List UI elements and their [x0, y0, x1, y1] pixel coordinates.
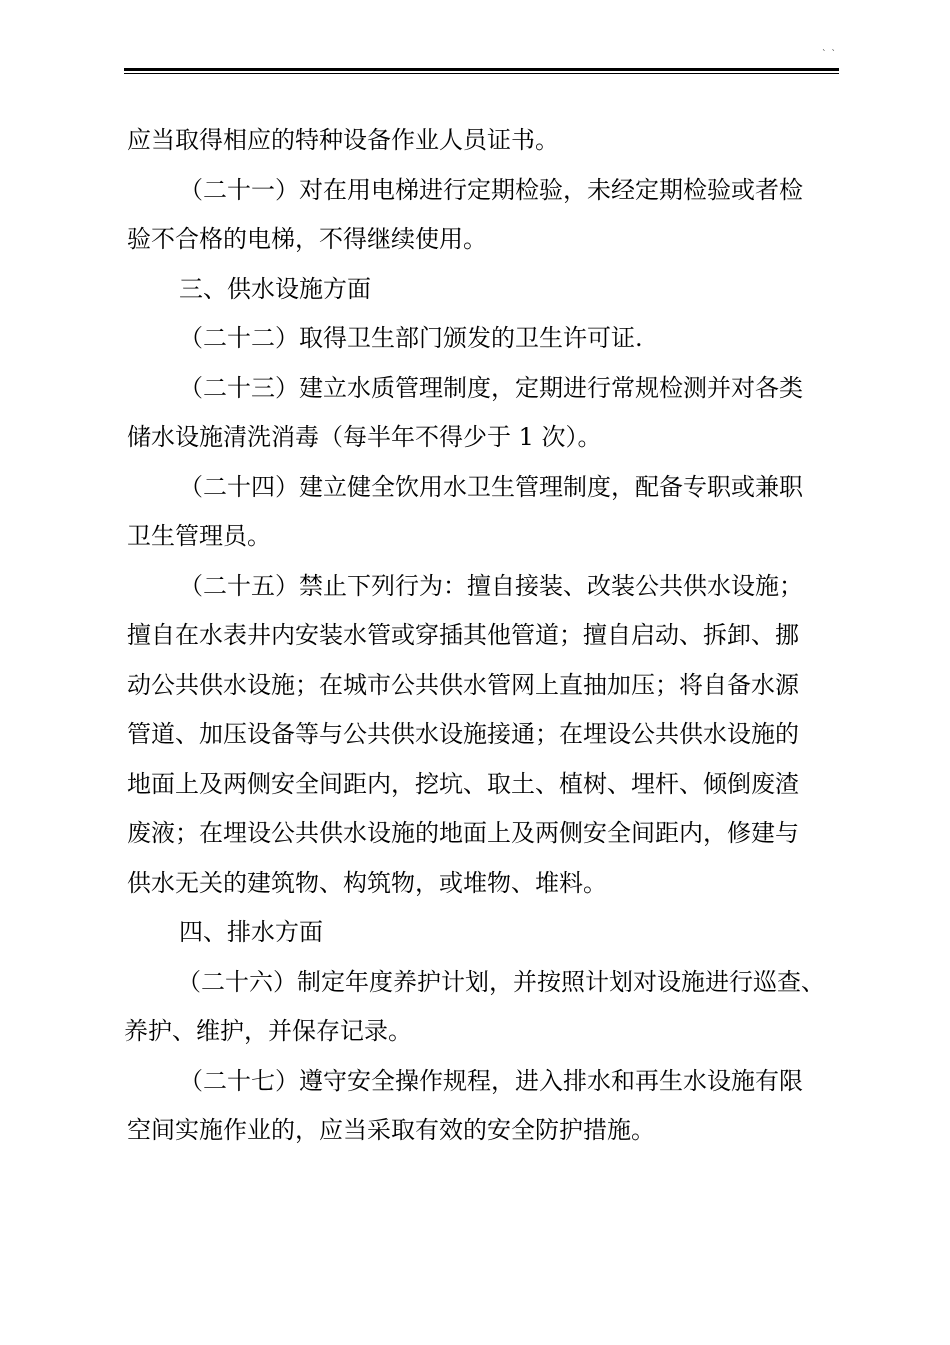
paragraph-line: 卫生管理员。	[127, 522, 271, 550]
header-mark: ` `	[822, 50, 837, 60]
paragraph-line: 擅自在水表井内安装水管或穿插其他管道；擅自启动、拆卸、挪	[127, 621, 799, 649]
paragraph-line: （二十一）对在用电梯进行定期检验，未经定期检验或者检	[179, 175, 803, 204]
paragraph-line: （二十二）取得卫生部门颁发的卫生许可证.	[179, 324, 643, 352]
paragraph-line: 供水无关的建筑物、构筑物，或堆物、堆料。	[127, 868, 607, 897]
paragraph-line: （二十四）建立健全饮用水卫生管理制度，配备专职或兼职	[179, 472, 803, 501]
paragraph-line: 养护、维护，并保存记录。	[124, 1017, 412, 1045]
paragraph-line: （二十六）制定年度养护计划，并按照计划对设施进行巡查、	[177, 967, 825, 996]
paragraph-line: 废液；在埋设公共供水设施的地面上及两侧安全间距内，修建与	[127, 819, 799, 847]
paragraph-line: 空间实施作业的，应当采取有效的安全防护措施。	[127, 1116, 655, 1144]
section-heading: 三、供水设施方面	[179, 274, 371, 303]
paragraph-line: （二十七）遵守安全操作规程，进入排水和再生水设施有限	[179, 1066, 803, 1095]
paragraph-line: 储水设施清洗消毒（每半年不得少于 1 次）。	[127, 423, 602, 451]
header-rule-thin	[124, 73, 839, 74]
section-heading: 四、排水方面	[179, 918, 323, 946]
paragraph-line: （二十三）建立水质管理制度，定期进行常规检测并对各类	[179, 373, 803, 402]
paragraph-line: 动公共供水设施；在城市公共供水管网上直抽加压；将自备水源	[127, 670, 799, 699]
paragraph-line: 管道、加压设备等与公共供水设施接通；在埋设公共供水设施的	[127, 720, 799, 748]
paragraph-line: 应当取得相应的特种设备作业人员证书。	[127, 126, 559, 154]
paragraph-line: （二十五）禁止下列行为：擅自接装、改装公共供水设施；	[179, 571, 803, 600]
paragraph-line: 地面上及两侧安全间距内，挖坑、取土、植树、埋杆、倾倒废渣	[127, 769, 799, 798]
paragraph-line: 验不合格的电梯，不得继续使用。	[127, 225, 487, 253]
document-body	[124, 116, 847, 1156]
header-rule-thick	[124, 68, 839, 71]
